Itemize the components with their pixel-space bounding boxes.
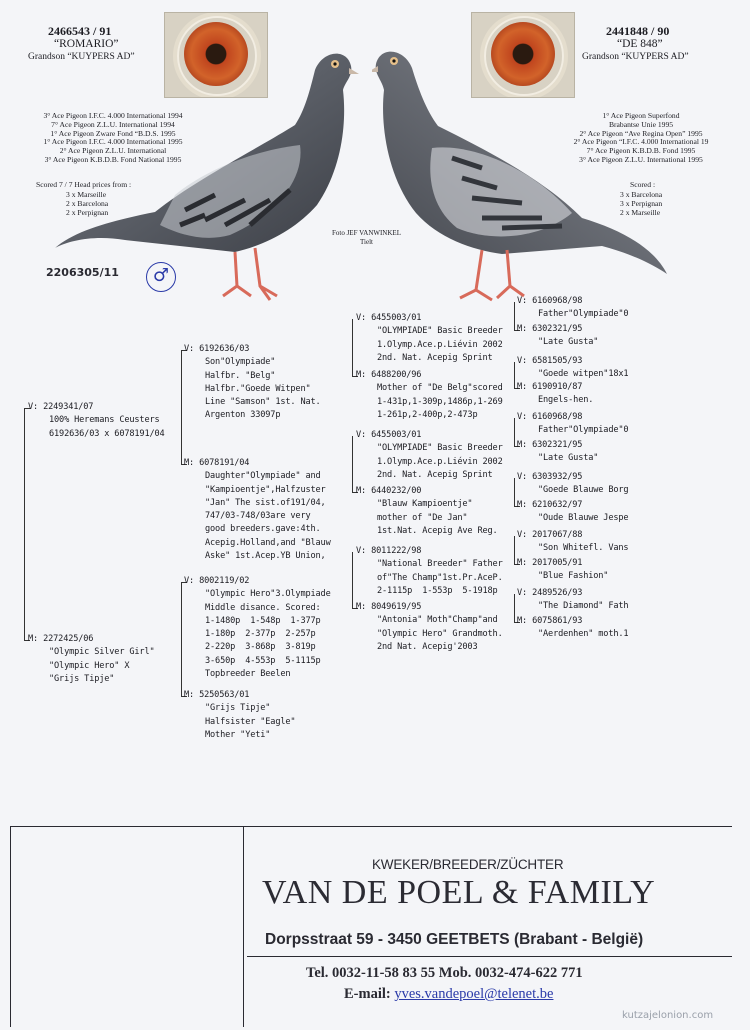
g4-label: V: [517, 356, 528, 366]
sire-sire-line: Son"Olympiade" [205, 357, 276, 368]
g3-label: M: [356, 370, 367, 380]
achievement-line: 3° Ace Pigeon Z.L.U. International 1995 [579, 154, 703, 164]
g4-ring: 2489526/93 [532, 588, 583, 598]
g3-line: "Olympic Hero" Grandmoth. [377, 628, 503, 639]
g3-line: of"The Champ"1st.Pr.AceP. [377, 572, 503, 583]
sire-ring: 2249341/07 [43, 402, 94, 412]
g4-label: V: [517, 412, 528, 422]
right-bird-ring: 2441848 / 90 [606, 24, 670, 38]
dam-dam-ring: 5250563/01 [199, 690, 250, 700]
achievement-line: 2° Ace Pigeon “Ave Regina Open” 1995 [579, 128, 703, 138]
sire-dam-line: good breeders.gave:4th. [205, 524, 321, 535]
left-bird-name: “ROMARIO” [54, 38, 119, 50]
g4-label: V: [517, 530, 528, 540]
g3-line: 1st.Nat. Acepig Ave Reg. [377, 525, 498, 536]
dam-entry [28, 633, 155, 686]
g3-ring: 8011222/98 [371, 546, 422, 556]
right-bird-grandson: Grandson “KUYPERS AD” [582, 52, 689, 62]
g3-label: M: [356, 602, 367, 612]
g4-label: M: [517, 558, 528, 568]
sire-sire-line: Line "Samson" 1st. Nat. [205, 397, 321, 408]
g3-ring: 6440232/00 [371, 486, 422, 496]
g3-label: V: [356, 430, 367, 440]
dam-sire-line: 1-1480p 1-548p 1-377p [205, 615, 321, 626]
sire-dam-entry [184, 457, 331, 563]
g4-ring: 2017067/88 [532, 530, 583, 540]
dam-line: "Grijs Tipje" [49, 673, 115, 684]
left-bird-grandson: Grandson “KUYPERS AD” [28, 52, 135, 62]
email-label: E-mail: [344, 986, 391, 1002]
g3-line: 1.Olymp.Ace.p.Liévin 2002 [377, 339, 503, 350]
g4-ring: 6075861/93 [532, 616, 583, 626]
right-pigeon-image [372, 28, 672, 318]
dam-sire-label: V: [184, 576, 195, 586]
g3-ring: 6455003/01 [371, 430, 422, 440]
sire-entry [28, 401, 165, 441]
watermark: kutzajelonion.com [622, 1010, 714, 1021]
g3-label: V: [356, 313, 367, 323]
sire-line: 6192636/03 x 6078191/04 [49, 428, 165, 439]
achievement-line: Brabantse Unie 1995 [608, 119, 674, 129]
g4-line: "The Diamond" Fath [538, 601, 629, 612]
g4-entry [517, 295, 628, 322]
g3-dss-entry [356, 545, 503, 598]
scored-line: 3 x Barcelona [620, 190, 663, 199]
dam-sire-line: 2-220p 3-868p 3-819p [205, 642, 316, 653]
g4-entry [517, 411, 628, 438]
g4-line: "Oude Blauwe Jespe [538, 513, 629, 524]
dam-dam-line: Mother "Yeti" [205, 729, 271, 740]
g4-entry [517, 499, 628, 526]
g3-line: "Blauw Kampioentje" [377, 499, 473, 510]
g4-line: "Late Gusta" [538, 337, 599, 348]
g3-line: "National Breeder" Father [377, 559, 503, 570]
g4-entry [517, 323, 598, 350]
dam-label: M: [28, 634, 39, 644]
right-bird-name: “DE 848” [617, 38, 663, 50]
g4-line: Engels-hen. [538, 395, 594, 406]
male-symbol-icon: ♂ [146, 262, 176, 292]
g4-entry [517, 355, 628, 382]
left-bird-ring: 2466543 / 91 [48, 24, 112, 38]
g4-ring: 6190910/87 [532, 382, 583, 392]
scored-line: 3 x Marseille [66, 190, 107, 199]
dam-ring: 2272425/06 [43, 634, 94, 644]
dam-sire-line: Middle disance. Scored: [205, 602, 321, 613]
g4-label: V: [517, 296, 528, 306]
sire-dam-ring: 6078191/04 [199, 458, 250, 468]
sire-sire-line: Argenton 33097p [205, 410, 281, 421]
g4-line: "Goede witpen"18x1 [538, 369, 629, 380]
breeder-address: Dorpsstraat 59 - 3450 GEETBETS (Brabant - België) [265, 931, 644, 948]
g4-label: M: [517, 616, 528, 626]
email-row [344, 986, 553, 1003]
g4-line: "Aerdenhen" moth.1 [538, 629, 629, 640]
photo-credit [332, 229, 401, 247]
g4-entry [517, 615, 628, 642]
breeder-family-name: VAN DE POEL & FAMILY [262, 874, 656, 911]
dam-sire-line: Topbreeder Beelen [205, 669, 291, 680]
g4-entry [517, 557, 608, 584]
g4-line: "Late Gusta" [538, 453, 599, 464]
dam-sire-line: 1-180p 2-377p 2-257p [205, 629, 316, 640]
g4-entry [517, 381, 593, 408]
g3-ssd-entry [356, 369, 503, 422]
g3-line: Mother of "De Belg"scored [377, 383, 503, 394]
achievement-line: 7° Ace Pigeon K.B.D.B. Fond 1995 [586, 146, 696, 156]
breeder-phone: Tel. 0032-11-58 83 55 Mob. 0032-474-622 771 [306, 965, 583, 981]
breeder-label: KWEKER/BREEDER/ZÜCHTER [372, 857, 564, 872]
g4-entry [517, 529, 628, 556]
g4-ring: 6303932/95 [532, 472, 583, 482]
scored-line: 2 x Perpignan [66, 207, 109, 217]
sire-dam-line: 747/03-748/03are very [205, 511, 311, 522]
g3-line: 2nd Nat. Acepig'2003 [377, 641, 478, 652]
left-bird-scored-title: Scored 7 / 7 Head prices from : [36, 180, 132, 189]
sire-dam-line: "Kampioentje",Halfzuster [205, 484, 326, 495]
g4-line: "Goede Blauwe Borg [538, 485, 629, 496]
sire-label: V: [28, 402, 39, 412]
g4-ring: 6210632/97 [532, 500, 583, 510]
g3-sdd-entry [356, 485, 498, 538]
dam-line: "Olympic Hero" X [49, 660, 130, 671]
footer-mid-rule [247, 956, 732, 957]
achievement-line: 1° Ace Pigeon I.F.C. 4.000 International 1995 [43, 137, 183, 147]
g3-sds-entry [356, 429, 503, 482]
g3-line: 2nd. Nat. Acepig Sprint [377, 469, 493, 480]
email-link[interactable]: yves.vandepoel@telenet.be [394, 986, 554, 1002]
footer-top-rule [242, 826, 732, 827]
g4-ring: 6302321/95 [532, 440, 583, 450]
dam-sire-entry [184, 575, 331, 681]
g4-line: Father"Olympiade"0 [538, 309, 629, 320]
achievement-line: 2° Ace Pigeon Z.L.U. International [59, 146, 167, 156]
dam-sire-line: 3-650p 4-553p 5-1115p [205, 655, 321, 666]
g4-label: M: [517, 382, 528, 392]
g4-ring: 2017005/91 [532, 558, 583, 568]
achievement-line: 2° Ace Pigeon “I.F.C. 4.000 International 19 [573, 137, 709, 147]
g3-line: "OLYMPIADE" Basic Breeder [377, 326, 503, 337]
g3-dsd-entry [356, 601, 503, 654]
scored-line: 3 x Perpignan [620, 198, 663, 208]
sire-sire-ring: 6192636/03 [199, 344, 250, 354]
g3-label: M: [356, 486, 367, 496]
sire-dam-line: Daughter"Olympiade" and [205, 471, 321, 482]
g4-line: "Blue Fashion" [538, 571, 609, 582]
g3-ring: 6488200/96 [371, 370, 422, 380]
g3-line: 1-431p,1-309p,1486p,1-269 [377, 396, 503, 407]
g4-ring: 6302321/95 [532, 324, 583, 334]
g4-label: M: [517, 324, 528, 334]
g4-ring: 6160968/98 [532, 296, 583, 306]
g4-ring: 6160968/98 [532, 412, 583, 422]
g4-entry [517, 439, 598, 466]
achievement-line: 3° Ace Pigeon I.F.C. 4.000 International 1994 [43, 111, 183, 120]
g3-line: "OLYMPIADE" Basic Breeder [377, 443, 503, 454]
g3-line: 1-261p,2-400p,2-473p [377, 409, 478, 420]
photo-credit-line: Foto JEF VANWINKEL [332, 229, 401, 237]
subject-ring-number: 2206305/11 [46, 266, 119, 279]
g4-label: V: [517, 588, 528, 598]
sire-dam-line: "Jan" The sist.of191/04, [205, 497, 326, 508]
g4-label: M: [517, 500, 528, 510]
dam-dam-label: M: [184, 690, 195, 700]
photo-credit-line: Tielt [359, 238, 373, 246]
g3-ring: 8049619/95 [371, 602, 422, 612]
dam-line: "Olympic Silver Girl" [49, 647, 155, 658]
g4-entry [517, 587, 628, 614]
g3-ring: 6455003/01 [371, 313, 422, 323]
dam-dam-entry [184, 689, 295, 742]
right-bird-scored-title: Scored : [630, 180, 656, 189]
sire-sire-line: Halfbr."Goede Witpen" [205, 383, 311, 394]
g3-line: mother of "De Jan" [377, 512, 468, 523]
g3-line: 2nd. Nat. Acepig Sprint [377, 352, 493, 363]
sire-dam-line: Aske" 1st.Acep.YB Union, [205, 551, 326, 562]
g3-line: 1.Olymp.Ace.p.Liévin 2002 [377, 456, 503, 467]
g4-ring: 6581505/93 [532, 356, 583, 366]
sire-sire-label: V: [184, 344, 195, 354]
scored-line: 2 x Barcelona [66, 198, 109, 208]
achievement-line: 1° Ace Pigeon Superfond [602, 111, 680, 120]
g3-label: V: [356, 546, 367, 556]
dam-dam-line: Halfsister "Eagle" [205, 716, 296, 727]
g3-sss-entry [356, 312, 503, 365]
achievement-line: 7° Ace Pigeon Z.L.U. International 1994 [51, 119, 175, 129]
photo-placeholder-box [10, 826, 244, 1027]
g3-line: 2-1115p 1-553p 5-1918p [377, 585, 498, 596]
sire-dam-label: M: [184, 458, 195, 468]
scored-line: 2 x Marseille [620, 207, 661, 217]
achievement-line: 1° Ace Pigeon Zware Fond “B.D.S. 1995 [50, 128, 176, 138]
g4-label: V: [517, 472, 528, 482]
dam-sire-ring: 8002119/02 [199, 576, 250, 586]
g3-line: "Antonia" Moth"Champ"and [377, 615, 498, 626]
g4-line: "Son Whitefl. Vans [538, 543, 629, 554]
achievement-line: 3° Ace Pigeon K.B.D.B. Fond National 1995 [44, 154, 182, 164]
g4-label: M: [517, 440, 528, 450]
dam-dam-line: "Grijs Tipje" [205, 703, 271, 714]
g4-entry [517, 471, 628, 498]
sire-line: 100% Heremans Ceusters [49, 415, 160, 426]
g4-line: Father"Olympiade"0 [538, 425, 629, 436]
dam-sire-line: "Olympic Hero"3.Olympiade [205, 589, 331, 600]
sire-sire-entry [184, 343, 321, 423]
sire-dam-line: Acepig.Holland,and "Blauw [205, 537, 331, 548]
sire-sire-line: Halfbr. "Belg" [205, 370, 276, 381]
